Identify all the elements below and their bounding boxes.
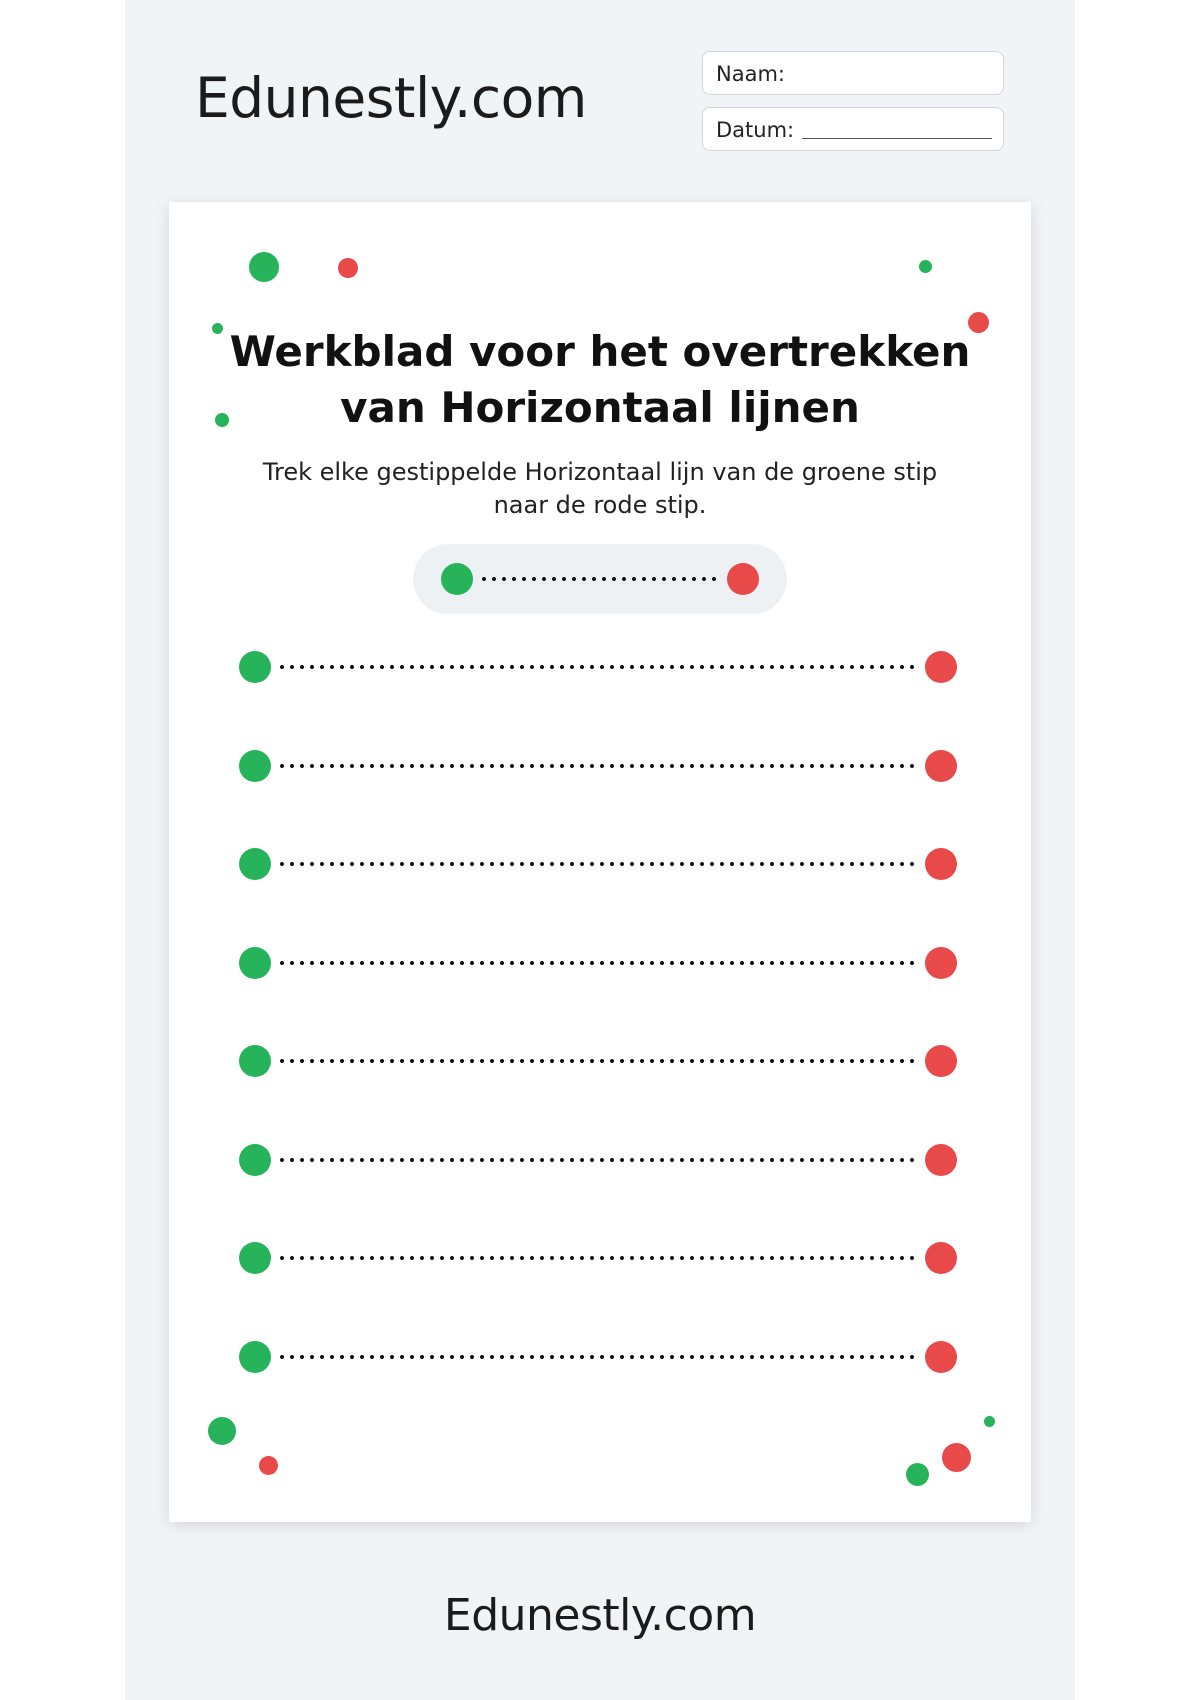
start-dot: [239, 1144, 271, 1176]
brand-logo: Edunestly.com: [195, 66, 587, 130]
example-dotted-line: [479, 577, 721, 581]
date-field[interactable]: [702, 107, 1004, 151]
end-dot: [925, 1144, 957, 1176]
dotted-line: [277, 1256, 919, 1260]
end-dot: [925, 1341, 957, 1373]
name-field[interactable]: [702, 51, 1004, 95]
date-write-line: [802, 138, 992, 139]
dotted-line: [277, 862, 919, 866]
dotted-line: [277, 764, 919, 768]
example-trace-line: [413, 544, 787, 614]
start-dot: [239, 848, 271, 880]
decor-dot-green: [208, 1417, 236, 1445]
start-dot: [239, 1341, 271, 1373]
end-dot: [925, 1045, 957, 1077]
start-dot: [239, 947, 271, 979]
worksheet-instruction: [169, 456, 1031, 522]
trace-line[interactable]: [239, 844, 959, 884]
start-dot: [239, 1045, 271, 1077]
trace-line[interactable]: [239, 746, 959, 786]
trace-line[interactable]: [239, 1140, 959, 1180]
instruction-line-2: naar de rode stip.: [493, 491, 707, 519]
end-dot: [925, 848, 957, 880]
dotted-line: [277, 1355, 919, 1359]
start-dot: [239, 1242, 271, 1274]
end-dot: [925, 947, 957, 979]
end-dot: [925, 651, 957, 683]
example-end-dot: [727, 563, 759, 595]
title-line-1: Werkblad voor het overtrekken: [229, 327, 971, 376]
trace-line[interactable]: [239, 1337, 959, 1377]
decor-dot-red: [942, 1443, 971, 1472]
end-dot: [925, 750, 957, 782]
worksheet-card: [169, 202, 1031, 1522]
dotted-line: [277, 1059, 919, 1063]
worksheet-page: [125, 0, 1075, 1700]
decor-dot-green: [984, 1416, 995, 1427]
dotted-line: [277, 1158, 919, 1162]
title-line-2: van Horizontaal lijnen: [340, 383, 860, 432]
dotted-line: [277, 665, 919, 669]
decor-dot-green: [249, 252, 279, 282]
trace-line[interactable]: [239, 1041, 959, 1081]
trace-line[interactable]: [239, 1238, 959, 1278]
footer-brand: Edunestly.com: [443, 1590, 757, 1641]
start-dot: [239, 651, 271, 683]
example-start-dot: [441, 563, 473, 595]
trace-line[interactable]: [239, 943, 959, 983]
decor-dot-red: [338, 258, 358, 278]
date-label: Datum:: [716, 118, 795, 142]
instruction-line-1: Trek elke gestippelde Horizontaal lijn van de groene stip: [262, 458, 938, 486]
decor-dot-red: [259, 1456, 278, 1475]
trace-line[interactable]: [239, 647, 959, 687]
end-dot: [925, 1242, 957, 1274]
decor-dot-green: [919, 260, 932, 273]
start-dot: [239, 750, 271, 782]
decor-dot-green: [906, 1463, 929, 1486]
name-label: Naam:: [716, 62, 785, 86]
dotted-line: [277, 961, 919, 965]
worksheet-title: [169, 324, 1031, 436]
